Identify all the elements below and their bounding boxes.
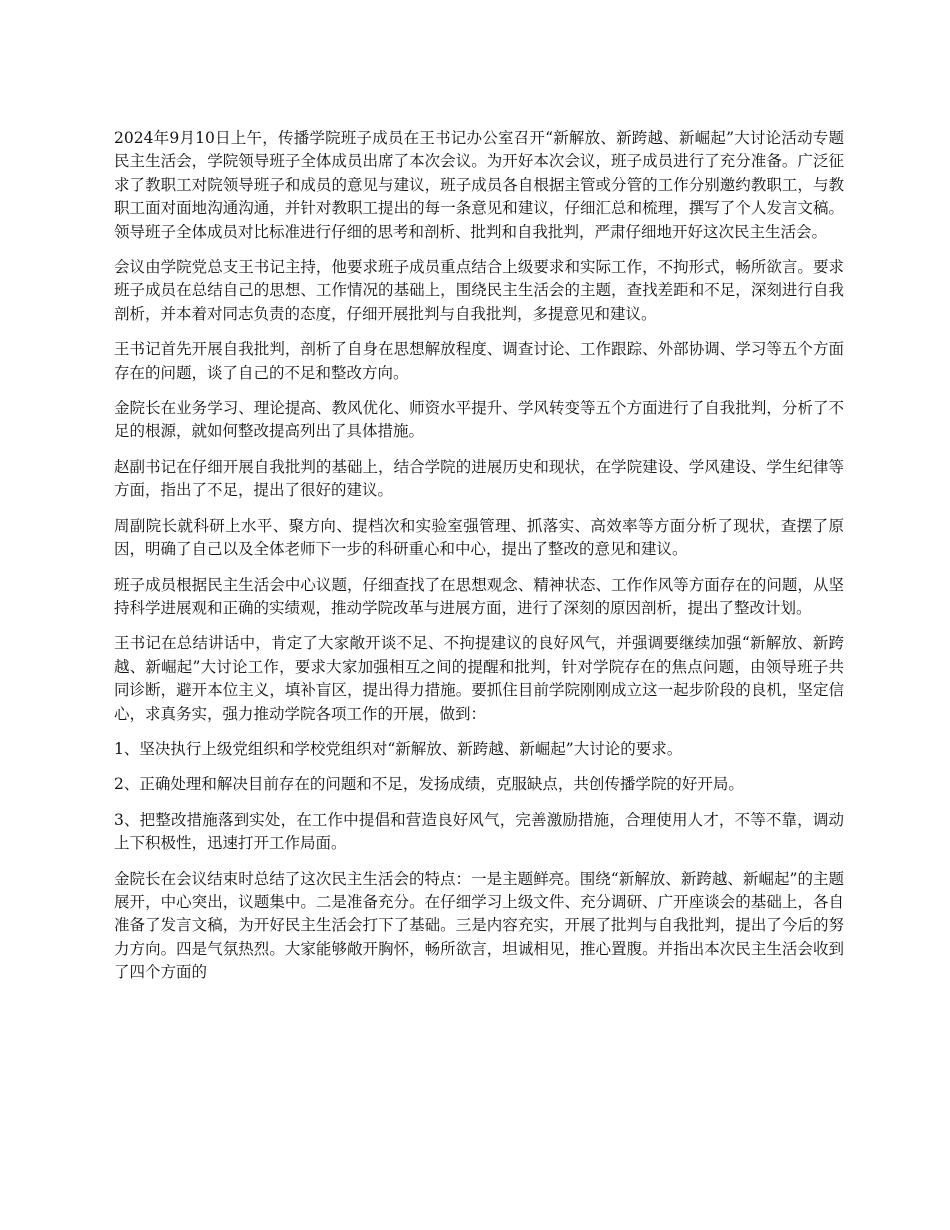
paragraph-members-review: 班子成员根据民主生活会中心议题，仔细查找了在思想观念、精神状态、工作作风等方面存在的问题，从坚持科学进展观和正确的实绩观，推动学院改革与进展方面，进行了深刻的原因剖析，提出了整改计划。 (114, 575, 844, 617)
paragraph-deputy-secretary-zhao: 赵副书记在仔细开展自我批判的基础上，结合学院的进展历史和现状，在学院建设、学风建设、学生纪律等方面，指出了不足，提出了很好的建议。 (114, 457, 844, 500)
paragraph-vice-dean-zhou: 周副院长就科研上水平、聚方向、提档次和实验室强管理、抓落实、高效率等方面分析了现状，查摆了原因，明确了自己以及全体老师下一步的科研重心和中心，提出了整改的意见和建议。 (114, 516, 844, 559)
list-item-1: 1、坚决执行上级党组织和学校党组织对“新解放、新跨越、新崛起”大讨论的要求。 (114, 739, 683, 758)
paragraph-dean-jin-self-criticism: 金院长在业务学习、理论提高、教风优化、师资水平提升、学风转变等五个方面进行了自我批判，分析了不足的根源，就如何整改提高列出了具体措施。 (114, 399, 844, 441)
paragraph-meeting-chair: 会议由学院党总支王书记主持，他要求班子成员重点结合上级要求和实际工作，不拘形式，畅所欲言。要求班子成员在总结自己的思想、工作情况的基础上，围绕民主生活会的主题，查找差距和不足，深刻进行自我剖析，并本着对同志负责的态度，仔细开展批判与自我批判，多提意见和建议。 (114, 258, 844, 323)
paragraph-meeting-intro: 2024年9月10日上午，传播学院班子成员在王书记办公室召开“新解放、新跨越、新崛起”大讨论活动专题民主生活会，学院领导班子全体成员出席了本次会议。为开好本次会议，班子成员进行了充分准备。广泛征求了教职工对院领导班子和成员的意见与建议，班子成员各自根据主管或分管的工作分别邀约教职工，与教职工面对面地沟通沟通，并针对教职工提出的每一条意见和建议，仔细汇总和梳理，撰写了个人发言文稿。领导班子全体成员对比标准进行仔细的思考和剖析、批判和自我批判，严肃仔细地开好这次民主生活会。 (114, 129, 844, 241)
paragraph-summary-speech: 王书记在总结讲话中，肯定了大家敞开谈不足、不拘提建议的良好风气，并强调要继续加强“新解放、新跨越、新崛起”大讨论工作，要求大家加强相互之间的提醒和批判，针对学院存在的焦点问题，由领导班子共同诊断，避开本位主义，填补盲区，提出得力措施。要抓住目前学院刚刚成立这一起步阶段的良机，坚定信心，求真务实，强力推动学院各项工作的开展，做到： (114, 634, 844, 723)
paragraph-closing-summary: 金院长在会议结束时总结了这次民主生活会的特点：一是主题鲜亮。围绕“新解放、新跨越、新崛起”的主题展开，中心突出，议题集中。二是准备充分。在仔细学习上级文件、充分调研、广开座谈会的基础上，各自准备了发言文稿，为开好民主生活会打下了基础。三是内容充实，开展了批判与自我批判，提出了今后的努力方向。四是气氛热烈。大家能够敞开胸怀，畅所欲言，坦诚相见，推心置腹。并指出本次民主生活会收到了四个方面的 (114, 869, 844, 982)
list-item-2: 2、正确处理和解决目前存在的问题和不足，发扬成绩，克服缺点，共创传播学院的好开局。 (114, 775, 744, 794)
list-item-3: 3、把整改措施落到实处，在工作中提倡和营造良好风气，完善激励措施，合理使用人才，不等不靠，调动上下积极性，迅速打开工作局面。 (114, 810, 844, 853)
paragraph-secretary-wang-self-criticism: 王书记首先开展自我批判，剖析了自身在思想解放程度、调查讨论、工作跟踪、外部协调、学习等五个方面存在的问题，谈了自己的不足和整改方向。 (114, 340, 844, 382)
document-body (114, 127, 844, 997)
